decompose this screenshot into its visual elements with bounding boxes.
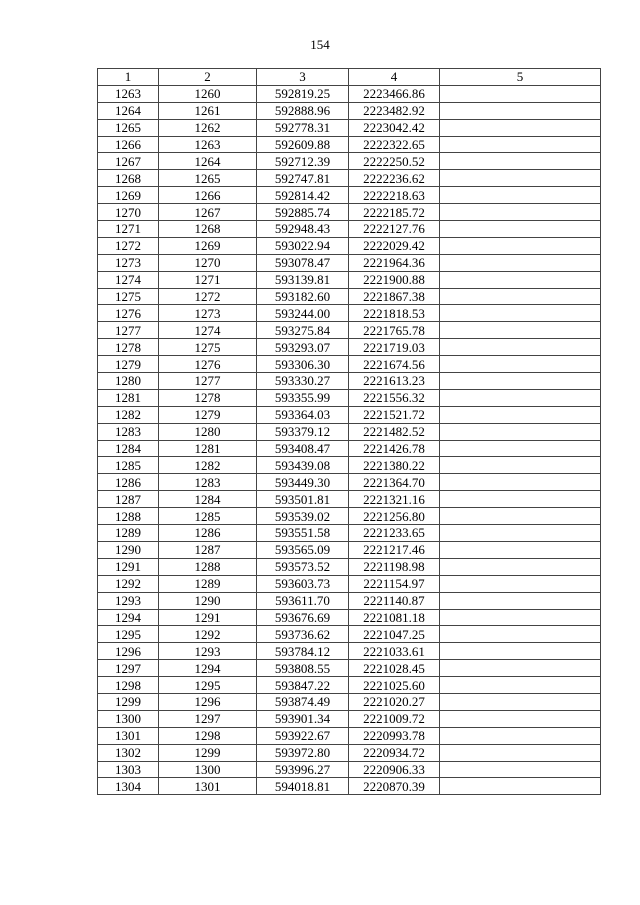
table-cell [440, 491, 601, 508]
table-cell: 2222250.52 [349, 153, 440, 170]
table-cell: 593139.81 [257, 271, 349, 288]
table-cell: 2221020.27 [349, 693, 440, 710]
table-cell: 593293.07 [257, 339, 349, 356]
table-cell: 1286 [98, 474, 159, 491]
table-cell: 592888.96 [257, 102, 349, 119]
table-cell: 1283 [159, 474, 257, 491]
table-cell [440, 356, 601, 373]
table-cell: 2221719.03 [349, 339, 440, 356]
table-row [98, 389, 601, 406]
table-cell: 2221025.60 [349, 677, 440, 694]
table-cell [440, 85, 601, 102]
table-cell [440, 508, 601, 525]
table-cell [440, 187, 601, 204]
table-cell: 1278 [159, 389, 257, 406]
table-cell: 2221028.45 [349, 660, 440, 677]
table-cell: 1260 [159, 85, 257, 102]
table-cell: 1274 [159, 322, 257, 339]
table-cell: 1279 [98, 356, 159, 373]
table-cell: 2221217.46 [349, 541, 440, 558]
table-cell: 2221964.36 [349, 254, 440, 271]
table-cell: 1270 [98, 204, 159, 221]
table-cell: 593275.84 [257, 322, 349, 339]
table-cell: 2221818.53 [349, 305, 440, 322]
column-header: 2 [159, 69, 257, 86]
table-cell: 1291 [98, 558, 159, 575]
table-row [98, 423, 601, 440]
table-cell: 1266 [159, 187, 257, 204]
column-header: 1 [98, 69, 159, 86]
table-cell [440, 170, 601, 187]
table-cell [440, 153, 601, 170]
page-number: 154 [310, 37, 330, 52]
table-cell [440, 474, 601, 491]
table-cell: 1292 [98, 575, 159, 592]
table-cell: 2222322.65 [349, 136, 440, 153]
table-cell: 1280 [159, 423, 257, 440]
table-cell: 1289 [159, 575, 257, 592]
table-cell: 1285 [159, 508, 257, 525]
table-cell: 1282 [98, 406, 159, 423]
table-cell: 1278 [98, 339, 159, 356]
table-row [98, 660, 601, 677]
table-row [98, 491, 601, 508]
table-cell: 1297 [98, 660, 159, 677]
table-row [98, 204, 601, 221]
table-cell [440, 710, 601, 727]
table-cell: 1277 [98, 322, 159, 339]
table-row [98, 677, 601, 694]
table-row [98, 102, 601, 119]
table-cell: 1269 [98, 187, 159, 204]
table-cell [440, 288, 601, 305]
table-cell [440, 389, 601, 406]
table-cell: 1272 [98, 237, 159, 254]
table-cell: 1268 [98, 170, 159, 187]
table-cell: 1262 [159, 119, 257, 136]
table-cell: 2220934.72 [349, 744, 440, 761]
table-cell: 1287 [159, 541, 257, 558]
table-row [98, 85, 601, 102]
table-cell: 593847.22 [257, 677, 349, 694]
table-cell: 2221081.18 [349, 609, 440, 626]
table-cell: 1300 [98, 710, 159, 727]
table-cell: 2222127.76 [349, 221, 440, 238]
table-cell: 1299 [159, 744, 257, 761]
table-cell [440, 406, 601, 423]
table-cell: 1268 [159, 221, 257, 238]
table-cell: 1284 [159, 491, 257, 508]
table-cell [440, 558, 601, 575]
table-cell: 1301 [98, 727, 159, 744]
table-cell [440, 761, 601, 778]
table-cell: 2223042.42 [349, 119, 440, 136]
table-header [98, 69, 601, 86]
table-cell: 2223482.92 [349, 102, 440, 119]
table-row [98, 508, 601, 525]
table-cell: 2222218.63 [349, 187, 440, 204]
table-cell: 2222236.62 [349, 170, 440, 187]
table-cell: 1275 [159, 339, 257, 356]
table-cell: 2221900.88 [349, 271, 440, 288]
table-cell [440, 693, 601, 710]
table-cell: 593408.47 [257, 440, 349, 457]
table-row [98, 153, 601, 170]
table-cell [440, 119, 601, 136]
table-cell: 1293 [159, 643, 257, 660]
table-cell: 1285 [98, 457, 159, 474]
table-cell [440, 592, 601, 609]
table-cell [440, 204, 601, 221]
table-cell: 1295 [159, 677, 257, 694]
table-cell: 594018.81 [257, 778, 349, 795]
table-cell: 1284 [98, 440, 159, 457]
table-cell: 1274 [98, 271, 159, 288]
table-cell [440, 339, 601, 356]
table-cell [440, 102, 601, 119]
table-cell: 1270 [159, 254, 257, 271]
table-cell: 1294 [159, 660, 257, 677]
table-cell: 1273 [159, 305, 257, 322]
table-cell: 2221033.61 [349, 643, 440, 660]
table-cell [440, 744, 601, 761]
table-cell: 1265 [98, 119, 159, 136]
table-cell: 593736.62 [257, 626, 349, 643]
table-cell: 1303 [98, 761, 159, 778]
table-cell: 1297 [159, 710, 257, 727]
table-cell: 1296 [98, 643, 159, 660]
table-cell: 592819.25 [257, 85, 349, 102]
table-cell: 592609.88 [257, 136, 349, 153]
table-cell: 2221256.80 [349, 508, 440, 525]
table-cell: 1277 [159, 373, 257, 390]
coordinates-table [97, 68, 601, 795]
table-cell: 2222029.42 [349, 237, 440, 254]
table-cell [440, 221, 601, 238]
table-cell: 593784.12 [257, 643, 349, 660]
table-cell: 592814.42 [257, 187, 349, 204]
table-row [98, 693, 601, 710]
table-cell [440, 373, 601, 390]
table-row [98, 119, 601, 136]
table-cell [440, 305, 601, 322]
table-cell: 593808.55 [257, 660, 349, 677]
table-row [98, 136, 601, 153]
table-row [98, 474, 601, 491]
table-cell: 593078.47 [257, 254, 349, 271]
table-cell [440, 271, 601, 288]
table-cell: 593573.52 [257, 558, 349, 575]
table-cell: 1276 [159, 356, 257, 373]
table-cell: 1281 [98, 389, 159, 406]
table-cell: 592948.43 [257, 221, 349, 238]
table-cell: 1261 [159, 102, 257, 119]
table-row [98, 170, 601, 187]
table-cell: 2221047.25 [349, 626, 440, 643]
table-cell [440, 440, 601, 457]
table-row [98, 406, 601, 423]
table-row [98, 541, 601, 558]
table-cell: 593379.12 [257, 423, 349, 440]
table-cell [440, 677, 601, 694]
table-cell [440, 322, 601, 339]
table-cell: 1287 [98, 491, 159, 508]
table-cell: 2221521.72 [349, 406, 440, 423]
table-cell [440, 136, 601, 153]
table-cell: 2221380.22 [349, 457, 440, 474]
table-cell [440, 609, 601, 626]
table-cell: 1296 [159, 693, 257, 710]
table-cell: 593874.49 [257, 693, 349, 710]
table-row [98, 254, 601, 271]
table-row [98, 592, 601, 609]
table-row [98, 288, 601, 305]
table-cell: 592778.31 [257, 119, 349, 136]
table-cell: 1264 [159, 153, 257, 170]
table-cell: 593901.34 [257, 710, 349, 727]
table-row [98, 643, 601, 660]
table-row [98, 727, 601, 744]
table-cell: 1288 [159, 558, 257, 575]
table-cell: 593565.09 [257, 541, 349, 558]
table-cell: 1302 [98, 744, 159, 761]
table-cell [440, 575, 601, 592]
table-row [98, 440, 601, 457]
table-cell: 1266 [98, 136, 159, 153]
table-cell [440, 541, 601, 558]
table-cell [440, 525, 601, 542]
table-cell: 2221198.98 [349, 558, 440, 575]
table-cell [440, 660, 601, 677]
table-cell: 1300 [159, 761, 257, 778]
table-cell: 1275 [98, 288, 159, 305]
table-cell: 2221867.38 [349, 288, 440, 305]
table-row [98, 373, 601, 390]
table-cell: 2221765.78 [349, 322, 440, 339]
table-row [98, 237, 601, 254]
table-row [98, 778, 601, 795]
table-row [98, 356, 601, 373]
table-cell: 2221556.32 [349, 389, 440, 406]
table-cell: 2220993.78 [349, 727, 440, 744]
table-cell: 593551.58 [257, 525, 349, 542]
table-cell [440, 626, 601, 643]
table-cell: 593244.00 [257, 305, 349, 322]
table-cell: 593996.27 [257, 761, 349, 778]
table-cell: 1288 [98, 508, 159, 525]
table-cell: 1282 [159, 457, 257, 474]
table-cell: 592747.81 [257, 170, 349, 187]
table-cell: 593330.27 [257, 373, 349, 390]
table-row [98, 609, 601, 626]
table-cell: 593182.60 [257, 288, 349, 305]
table-cell: 1264 [98, 102, 159, 119]
table-cell [440, 254, 601, 271]
table-cell: 593449.30 [257, 474, 349, 491]
column-header: 3 [257, 69, 349, 86]
table-cell: 593364.03 [257, 406, 349, 423]
column-header: 4 [349, 69, 440, 86]
table-cell: 593355.99 [257, 389, 349, 406]
table-cell [440, 643, 601, 660]
table-cell: 592885.74 [257, 204, 349, 221]
table-cell: 1290 [159, 592, 257, 609]
table-cell: 1295 [98, 626, 159, 643]
table-cell: 593022.94 [257, 237, 349, 254]
table-cell: 1286 [159, 525, 257, 542]
table-cell: 2221140.87 [349, 592, 440, 609]
table-cell: 1301 [159, 778, 257, 795]
table-cell: 592712.39 [257, 153, 349, 170]
table-cell [440, 423, 601, 440]
table-row [98, 744, 601, 761]
table-row [98, 187, 601, 204]
header-row [98, 69, 601, 86]
table-cell: 593603.73 [257, 575, 349, 592]
table-cell: 1304 [98, 778, 159, 795]
table-cell: 1273 [98, 254, 159, 271]
table-row [98, 339, 601, 356]
table-cell: 593539.02 [257, 508, 349, 525]
table-cell: 593676.69 [257, 609, 349, 626]
table-cell: 1291 [159, 609, 257, 626]
table-cell [440, 457, 601, 474]
table-cell: 593922.67 [257, 727, 349, 744]
table-body [98, 85, 601, 794]
table-cell: 593611.70 [257, 592, 349, 609]
table-cell: 1271 [98, 221, 159, 238]
table-cell: 2221482.52 [349, 423, 440, 440]
table-cell: 1269 [159, 237, 257, 254]
table-cell: 1292 [159, 626, 257, 643]
table-cell: 1276 [98, 305, 159, 322]
table-cell: 2223466.86 [349, 85, 440, 102]
table-cell: 2221364.70 [349, 474, 440, 491]
table-cell: 1281 [159, 440, 257, 457]
table-row [98, 710, 601, 727]
table-row [98, 626, 601, 643]
table-cell [440, 727, 601, 744]
table-row [98, 525, 601, 542]
table-cell: 1294 [98, 609, 159, 626]
table-cell: 1267 [159, 204, 257, 221]
table-row [98, 558, 601, 575]
table-row [98, 305, 601, 322]
table-cell: 1263 [98, 85, 159, 102]
table-cell: 2221321.16 [349, 491, 440, 508]
table-row [98, 322, 601, 339]
table-cell: 1298 [98, 677, 159, 694]
table-cell: 1298 [159, 727, 257, 744]
table-cell [440, 778, 601, 795]
column-header: 5 [440, 69, 601, 86]
table-cell: 2221426.78 [349, 440, 440, 457]
table-cell: 2220906.33 [349, 761, 440, 778]
table-cell: 1267 [98, 153, 159, 170]
table-cell: 2221674.56 [349, 356, 440, 373]
table-cell: 2221009.72 [349, 710, 440, 727]
table-cell: 1265 [159, 170, 257, 187]
table-cell: 2221233.65 [349, 525, 440, 542]
table-row [98, 457, 601, 474]
table-cell: 2220870.39 [349, 778, 440, 795]
table-cell: 1279 [159, 406, 257, 423]
table-cell: 593439.08 [257, 457, 349, 474]
table-cell: 1280 [98, 373, 159, 390]
table-row [98, 761, 601, 778]
table-cell: 2222185.72 [349, 204, 440, 221]
table-cell: 2221154.97 [349, 575, 440, 592]
table-cell: 2221613.23 [349, 373, 440, 390]
table-cell: 593306.30 [257, 356, 349, 373]
table-cell: 593972.80 [257, 744, 349, 761]
table-cell: 1283 [98, 423, 159, 440]
table-cell: 593501.81 [257, 491, 349, 508]
table-row [98, 221, 601, 238]
table-cell: 1299 [98, 693, 159, 710]
table-row [98, 271, 601, 288]
table-cell [440, 237, 601, 254]
table-cell: 1271 [159, 271, 257, 288]
table-cell: 1293 [98, 592, 159, 609]
table-cell: 1272 [159, 288, 257, 305]
table-cell: 1290 [98, 541, 159, 558]
table-row [98, 575, 601, 592]
table-cell: 1263 [159, 136, 257, 153]
table-cell: 1289 [98, 525, 159, 542]
